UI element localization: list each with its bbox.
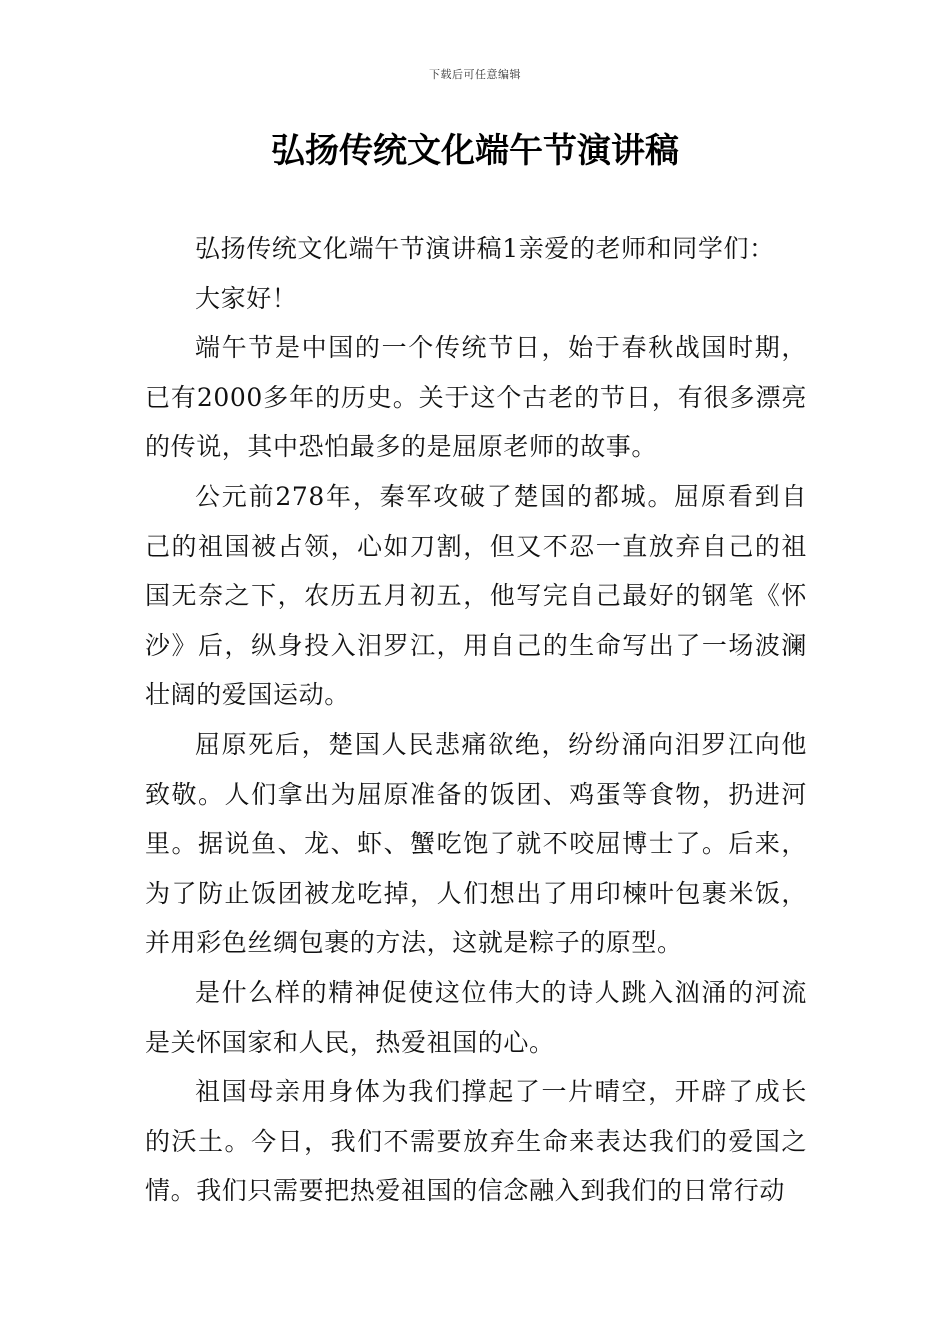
header-note: 下载后可任意编辑 — [429, 68, 521, 81]
paragraph: 弘扬传统文化端午节演讲稿1亲爱的老师和同学们： — [195, 234, 775, 263]
paragraph: 公元前278年，秦军攻破了楚国的都城。屈原看到自己的祖国被占领，心如刀割，但又不忍一直放弃自己的祖国无奈之下，农历五月初五，他写完自己最好的钢笔《怀沙》后，纵身投入汨罗江，用自己的生命写出了一场波澜壮阔的爱国运动。 — [145, 481, 807, 710]
paragraph: 祖国母亲用身体为我们撑起了一片晴空，开辟了成长的沃土。今日，我们不需要放弃生命来表达我们的爱国之情。我们只需要把热爱祖国的信念融入到我们的日常行动 — [145, 1077, 807, 1206]
paragraph: 大家好！ — [195, 283, 298, 313]
paragraph: 是什么样的精神促使这位伟大的诗人跳入汹涌的河流是关怀国家和人民，热爱祖国的心。 — [145, 977, 807, 1057]
document-body — [145, 224, 807, 1216]
paragraph: 屈原死后，楚国人民悲痛欲绝，纷纷涌向汨罗江向他致敬。人们拿出为屈原准备的饭团、鸡蛋等食物，扔进河里。据说鱼、龙、虾、蟹吃饱了就不咬屈博士了。后来，为了防止饭团被龙吃掉，人们想出了用印楝叶包裹米饭，并用彩色丝绸包裹的方法，这就是粽子的原型。 — [145, 729, 807, 958]
document-title: 弘扬传统文化端午节演讲稿 — [271, 131, 679, 171]
paragraph: 端午节是中国的一个传统节日，始于春秋战国时期，已有2000多年的历史。关于这个古老的节日，有很多漂亮的传说，其中恐怕最多的是屈原老师的故事。 — [145, 333, 807, 462]
